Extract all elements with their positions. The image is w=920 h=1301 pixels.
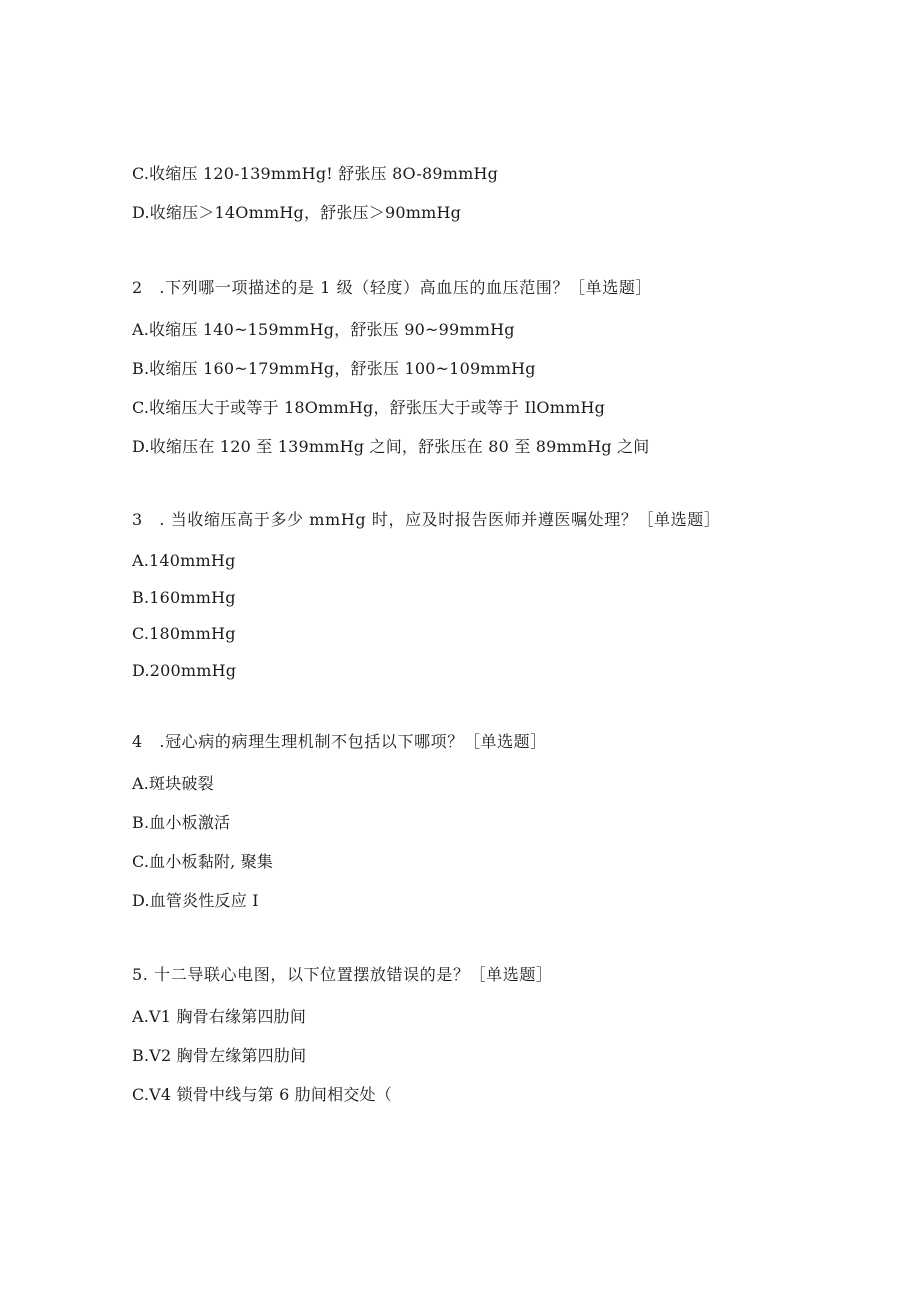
question-2: 2 .下列哪一项描述的是 1 级（轻度）高血压的血压范围？［单选题］ bbox=[132, 278, 653, 297]
q1-option-c: C.收缩压 120-139mmHg! 舒张压 8O-89mmHg bbox=[132, 164, 499, 183]
q3-option-b: B.160mmHg bbox=[132, 588, 236, 607]
q4-option-a: A.斑块破裂 bbox=[132, 774, 214, 793]
q4-option-c: C.血小板黏附, 聚集 bbox=[132, 852, 274, 871]
q3-option-c: C.180mmHg bbox=[132, 624, 236, 643]
q2-option-a: A.收缩压 140~159mmHg，舒张压 90~99mmHg bbox=[132, 320, 515, 339]
q2-option-c: C.收缩压大于或等于 18OmmHg，舒张压大于或等于 IlOmmHg bbox=[132, 398, 606, 417]
question-3: 3 . 当收缩压高于多少 mmHg 时，应及时报告医师并遵医嘱处理？［单选题］ bbox=[132, 510, 721, 529]
q5-option-b: B.V2 胸骨左缘第四肋间 bbox=[132, 1046, 307, 1065]
q4-option-d: D.血管炎性反应 I bbox=[132, 891, 259, 910]
q4-option-b: B.血小板激活 bbox=[132, 813, 231, 832]
q3-option-a: A.140mmHg bbox=[132, 551, 236, 570]
q5-option-c: C.V4 锁骨中线与第 6 肋间相交处（ bbox=[132, 1085, 392, 1104]
question-5: 5. 十二导联心电图，以下位置摆放错误的是？［单选题］ bbox=[132, 965, 553, 984]
q3-option-d: D.200mmHg bbox=[132, 661, 237, 680]
q5-option-a: A.V1 胸骨右缘第四肋间 bbox=[132, 1007, 307, 1026]
q1-option-d: D.收缩压＞14OmmHg，舒张压＞90mmHg bbox=[132, 203, 462, 222]
q2-option-d: D.收缩压在 120 至 139mmHg 之间，舒张压在 80 至 89mmHg 之间 bbox=[132, 437, 650, 456]
question-4: 4 .冠心病的病理生理机制不包括以下哪项？［单选题］ bbox=[132, 732, 547, 751]
q2-option-b: B.收缩压 160~179mmHg，舒张压 100~109mmHg bbox=[132, 359, 536, 378]
